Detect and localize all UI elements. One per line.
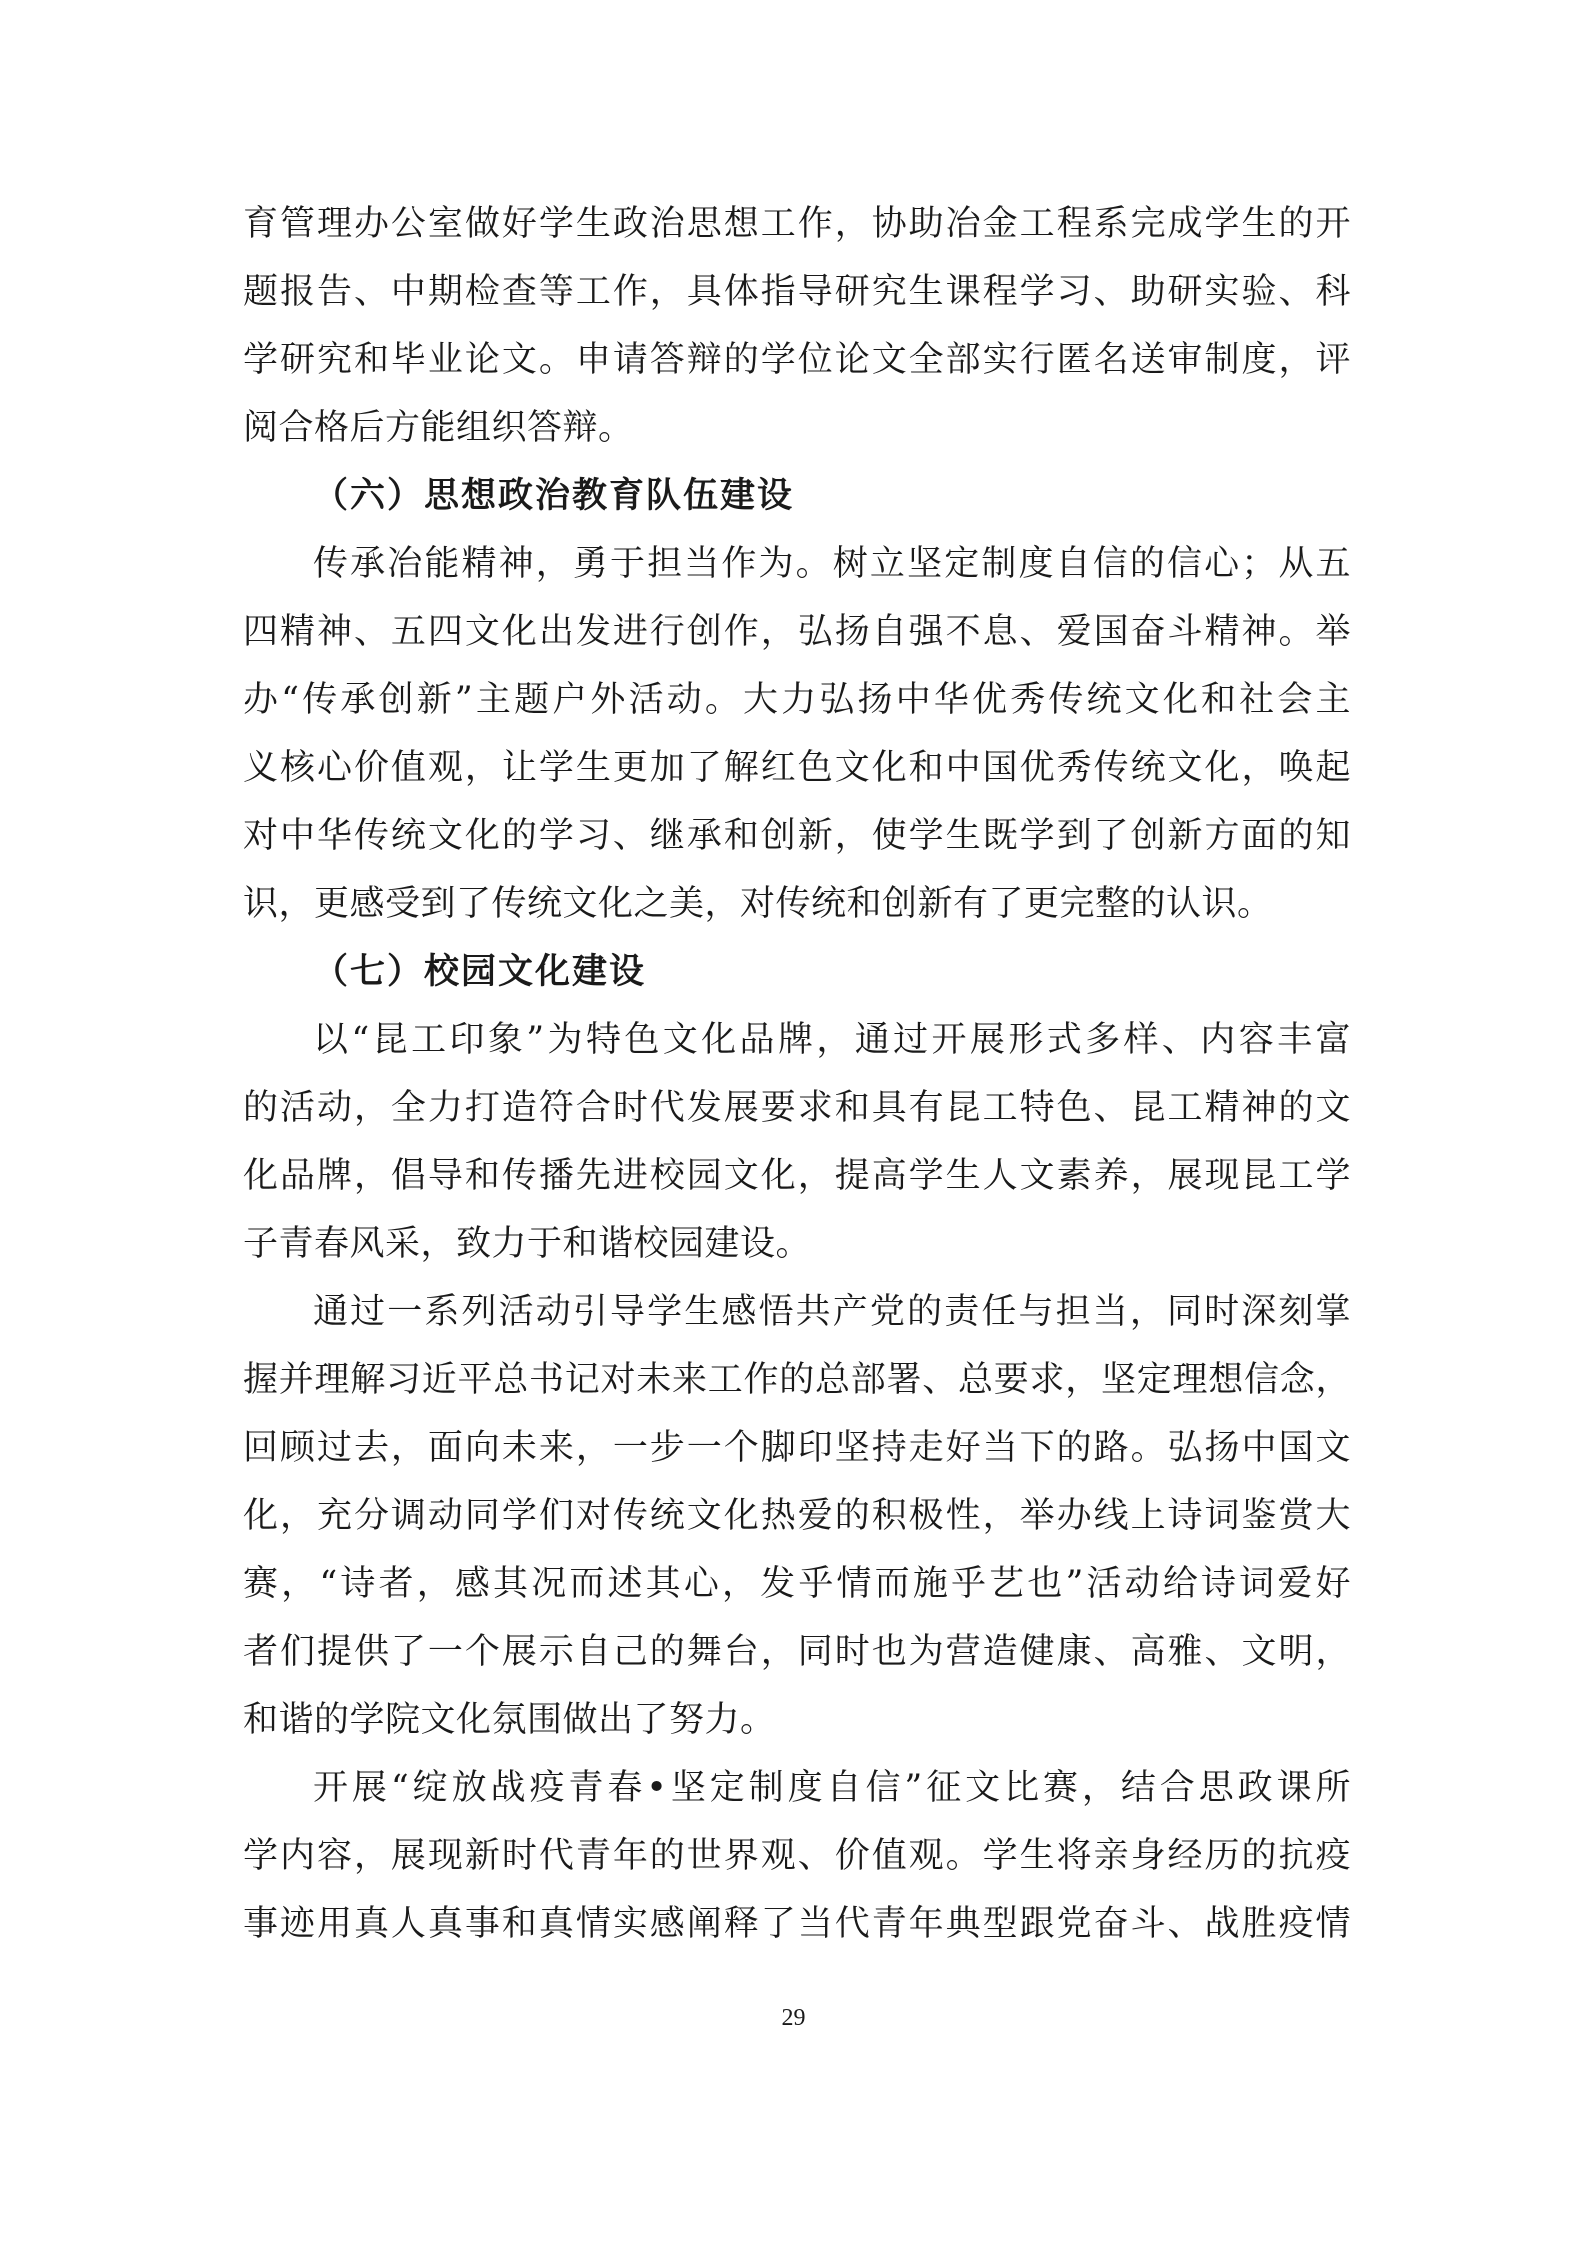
section-heading — [243, 462, 1351, 530]
section-heading — [243, 938, 1351, 1006]
text-line: 学研究和毕业论文。申请答辩的学位论文全部实行匿名送审制度，评 — [243, 340, 1351, 380]
text-line: 以“昆工印象”为特色文化品牌，通过开展形式多样、内容丰富 — [313, 1020, 1351, 1060]
text-line: 和谐的学院文化氛围做出了努力。 — [243, 1700, 776, 1740]
text-line: 事迹用真人真事和真情实感阐释了当代青年典型跟党奋斗、战胜疫情 — [243, 1904, 1351, 1944]
paragraph — [243, 1006, 1351, 1278]
text-line: 办“传承创新”主题户外活动。大力弘扬中华优秀传统文化和社会主 — [243, 680, 1351, 720]
text-line: 育管理办公室做好学生政治思想工作，协助冶金工程系完成学生的开 — [243, 204, 1351, 244]
paragraph — [243, 1278, 1351, 1754]
text-line: 者们提供了一个展示自己的舞台，同时也为营造健康、高雅、文明， — [243, 1632, 1351, 1672]
text-line: 识，更感受到了传统文化之美，对传统和创新有了更完整的认识。 — [243, 884, 1273, 924]
text-line: 四精神、五四文化出发进行创作，弘扬自强不息、爱国奋斗精神。举 — [243, 612, 1351, 652]
text-line: 子青春风采，致力于和谐校园建设。 — [243, 1224, 812, 1264]
text-line: 赛，“诗者，感其况而述其心，发乎情而施乎艺也”活动给诗词爱好 — [243, 1564, 1351, 1604]
paragraph — [243, 530, 1351, 938]
text-line: 通过一系列活动引导学生感悟共产党的责任与担当，同时深刻掌 — [313, 1292, 1351, 1332]
body-text — [243, 190, 1351, 1958]
text-line: 对中华传统文化的学习、继承和创新，使学生既学到了创新方面的知 — [243, 816, 1351, 856]
text-line: 学内容，展现新时代青年的世界观、价值观。学生将亲身经历的抗疫 — [243, 1836, 1351, 1876]
heading-text: （六）思想政治教育队伍建设 — [313, 476, 795, 516]
text-line: 化，充分调动同学们对传统文化热爱的积极性，举办线上诗词鉴赏大 — [243, 1496, 1351, 1536]
page-number: 29 — [781, 2005, 806, 2031]
text-line: 题报告、中期检查等工作，具体指导研究生课程学习、助研实验、科 — [243, 272, 1351, 312]
heading-text: （七）校园文化建设 — [313, 952, 647, 992]
text-line: 开展“绽放战疫青春•坚定制度自信”征文比赛，结合思政课所 — [313, 1768, 1351, 1808]
text-line: 回顾过去，面向未来，一步一个脚印坚持走好当下的路。弘扬中国文 — [243, 1428, 1351, 1468]
text-line: 的活动，全力打造符合时代发展要求和具有昆工特色、昆工精神的文 — [243, 1088, 1351, 1128]
text-line: 传承冶能精神，勇于担当作为。树立坚定制度自信的信心；从五 — [313, 544, 1351, 584]
paragraph — [243, 1754, 1351, 1958]
text-line: 义核心价值观，让学生更加了解红色文化和中国优秀传统文化，唤起 — [243, 748, 1351, 788]
paragraph — [243, 190, 1351, 462]
text-line: 阅合格后方能组织答辩。 — [243, 408, 634, 448]
text-line: 握并理解习近平总书记对未来工作的总部署、总要求，坚定理想信念， — [243, 1360, 1351, 1400]
text-line: 化品牌，倡导和传播先进校园文化，提高学生人文素养，展现昆工学 — [243, 1156, 1351, 1196]
